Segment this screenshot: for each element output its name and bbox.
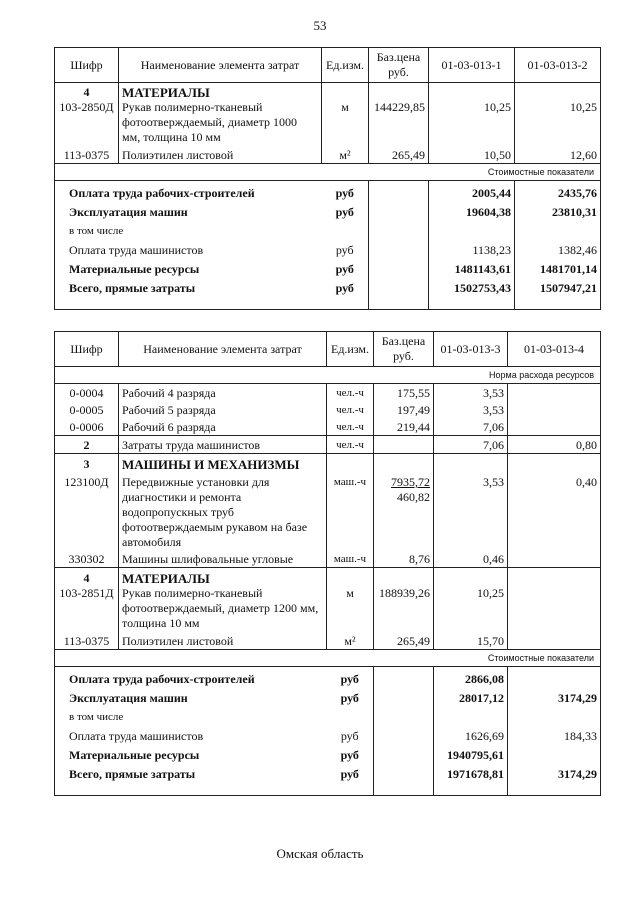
summary-row: Оплата труда рабочих-строителей руб 2005,44 2435,76 [55, 181, 601, 204]
cost-note-row: Стоимостные показатели [55, 650, 601, 667]
region-footer: Омская область [276, 846, 364, 861]
summary-row: Эксплуатация машин руб 19604,38 23810,31 [55, 203, 601, 222]
price-underlined: 7935,72 [391, 475, 430, 489]
table-row: 0-0005 Рабочий 5 разряда чел.-ч 197,49 3,53 [55, 401, 601, 418]
table-row: 123100Д Передвижные установки для диагностики и ремонта водопропускных труб фотоотверждаемым рукавом на базе автомобиля маш.-ч 7935,72 460,82 3,53 0,40 [55, 472, 601, 550]
header-col1: 01-03-013-1 [429, 48, 515, 83]
summary-row: Оплата труда рабочих-строителей руб 2866,08 [55, 667, 601, 690]
section-row: 3 МАШИНЫ И МЕХАНИЗМЫ [55, 454, 601, 473]
header-price: Баз.цена руб. [374, 332, 434, 367]
table-row: 0-0006 Рабочий 6 разряда чел.-ч 219,44 7,06 [55, 418, 601, 436]
cost-note-row: Стоимостные показатели [55, 164, 601, 181]
page-number: 53 [313, 18, 327, 33]
summary-row: Эксплуатация машин руб 28017,12 3174,29 [55, 689, 601, 708]
table-row: 113-0375 Полиэтилен листовой м² 265,49 10,50 12,60 [55, 145, 601, 164]
summary-row: Оплата труда машинистов руб 1138,23 1382,46 [55, 241, 601, 260]
header-unit: Ед.изм. [327, 332, 374, 367]
resource-table-1 [54, 47, 601, 310]
summary-row: Оплата труда машинистов руб 1626,69 184,33 [55, 727, 601, 746]
table-row: 0-0004 Рабочий 4 разряда чел.-ч 175,55 3,53 [55, 384, 601, 402]
section-row: 4 МАТЕРИАЛЫ [55, 83, 601, 101]
header-code: Шифр [55, 48, 119, 83]
summary-row: в том числе [55, 222, 601, 241]
header-col1: 01-03-013-3 [434, 332, 508, 367]
header-col2: 01-03-013-4 [508, 332, 601, 367]
header-col2: 01-03-013-2 [515, 48, 601, 83]
summary-row: Всего, прямые затраты руб 1971678,81 3174,29 [55, 765, 601, 796]
summary-row: в том числе [55, 708, 601, 727]
table-row: 103-2850Д Рукав полимерно-тканевый фотоотверждаемый, диаметр 1000 мм, толщина 10 мм м 144229,85 10,25 10,25 [55, 100, 601, 145]
header-name: Наименование элемента затрат [119, 332, 327, 367]
table-header-row [55, 332, 601, 367]
header-price: Баз.цена руб. [369, 48, 429, 83]
price-secondary: 460,82 [397, 490, 430, 504]
summary-row: Материальные ресурсы руб 1481143,61 1481701,14 [55, 260, 601, 279]
table-row: 113-0375 Полиэтилен листовой м² 265,49 15,70 [55, 631, 601, 650]
header-code: Шифр [55, 332, 119, 367]
header-name: Наименование элемента затрат [119, 48, 322, 83]
table-header-row [55, 48, 601, 83]
resource-table-2 [54, 331, 601, 796]
machinists-row: 2 Затраты труда машинистов чел.-ч 7,06 0,80 [55, 436, 601, 454]
table-row: 330302 Машины шлифовальные угловые маш.-ч 8,76 0,46 [55, 550, 601, 568]
header-unit: Ед.изм. [322, 48, 369, 83]
section-row: 4 МАТЕРИАЛЫ [55, 568, 601, 587]
norm-note-row: Норма расхода ресурсов [55, 367, 601, 384]
table-row: 103-2851Д Рукав полимерно-тканевый фотоотверждаемый, диаметр 1200 мм, толщина 10 мм м 188939,26 10,25 [55, 586, 601, 631]
summary-row: Материальные ресурсы руб 1940795,61 [55, 746, 601, 765]
summary-row: Всего, прямые затраты руб 1502753,43 1507947,21 [55, 279, 601, 310]
